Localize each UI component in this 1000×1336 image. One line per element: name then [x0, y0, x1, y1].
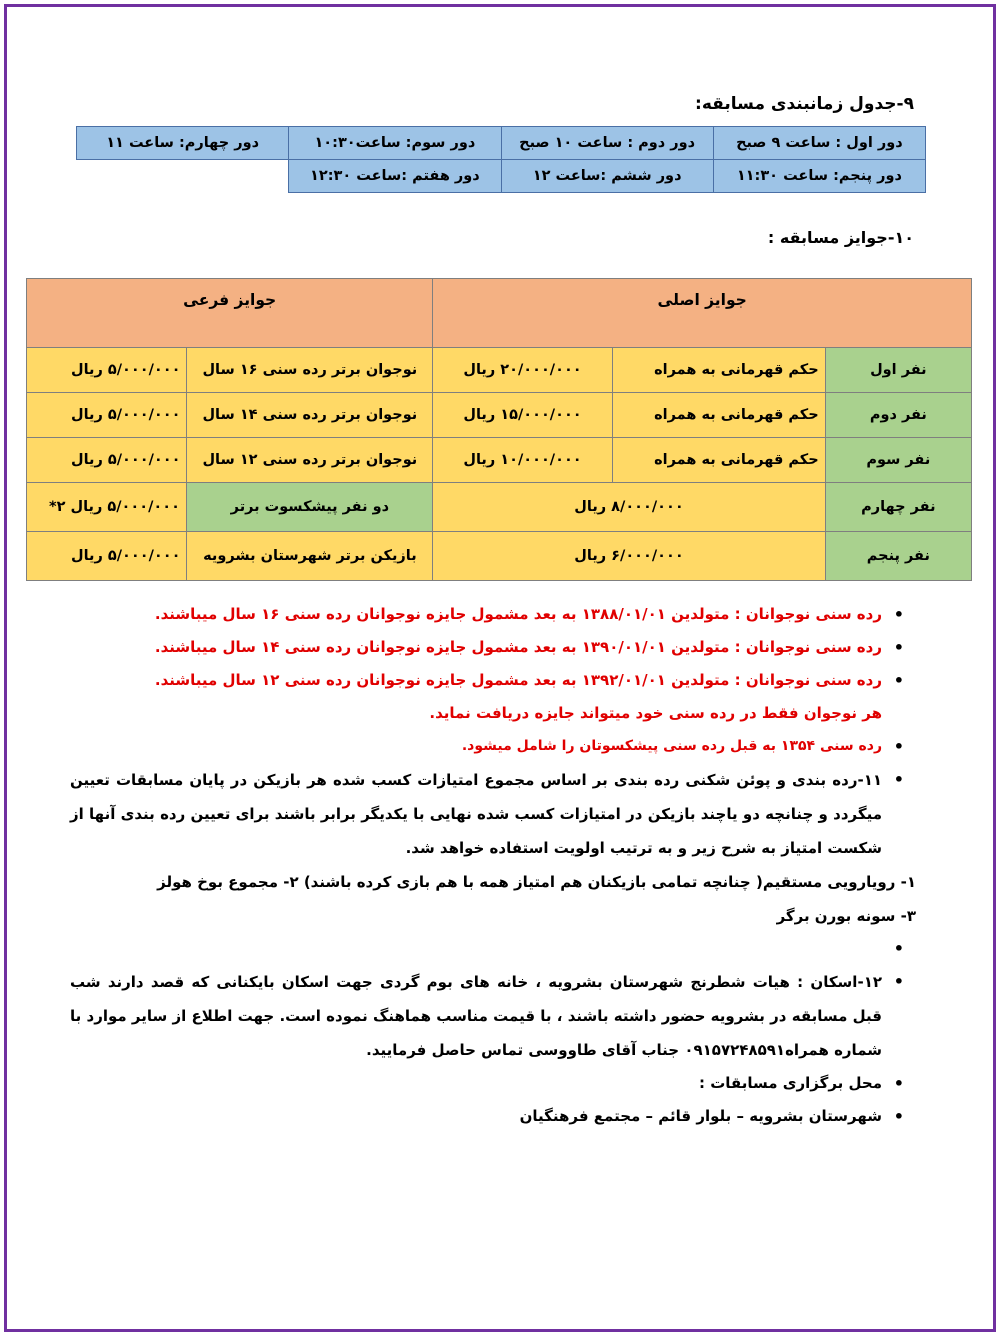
list-item: • شهرستان بشرویه – بلوار قائم – مجتمع فرهنگیان	[70, 1100, 882, 1133]
sub-prize-amount: ۵/۰۰۰/۰۰۰ ریال	[27, 348, 187, 393]
rank-cell: نفر پنجم	[825, 532, 971, 581]
tiebreak-line-3: ۳- سونه بورن برگر	[776, 907, 916, 925]
rank-cell: نفر سوم	[825, 438, 971, 483]
sub-prize-amount: ۵/۰۰۰/۰۰۰ ریال ۲*	[27, 483, 187, 532]
main-prize-label: حکم قهرمانی به همراه	[612, 393, 825, 438]
main-prize-amount: ۱۰/۰۰۰/۰۰۰ ریال	[433, 438, 612, 483]
sub-prizes-header: جوایز فرعی	[27, 279, 433, 348]
notes-list	[70, 598, 904, 865]
main-prize-amount: ۶/۰۰۰/۰۰۰ ریال	[433, 532, 825, 581]
sub-prize-label: نوجوان برتر رده سنی ۱۴ سال	[187, 393, 433, 438]
rank-cell: نفر چهارم	[825, 483, 971, 532]
main-prize-amount: ۸/۰۰۰/۰۰۰ ریال	[433, 483, 825, 532]
sub-prize-label: دو نفر پیشکسوت برتر	[187, 483, 433, 532]
list-item: • رده سنی نوجوانان : متولدین ۱۳۹۲/۰۱/۰۱ به بعد مشمول جایزه نوجوانان رده سنی ۱۲ سال میباشند.	[70, 664, 882, 697]
schedule-cell: دور اول : ساعت ۹ صبح	[713, 127, 925, 160]
schedule-cell: دور دوم : ساعت ۱۰ صبح	[501, 127, 713, 160]
schedule-empty-cell	[77, 160, 289, 193]
rank-cell: نفر اول	[825, 348, 971, 393]
notes-list-2	[70, 932, 904, 1133]
list-item: • رده سنی ۱۳۵۴ به قبل رده سنی پیشکسوتان را شامل میشود.	[70, 730, 882, 763]
list-item: • رده سنی نوجوانان : متولدین ۱۳۹۰/۰۱/۰۱ به بعد مشمول جایزه نوجوانان رده سنی ۱۴ سال میباشند.	[70, 631, 882, 664]
sub-prize-label: نوجوان برتر رده سنی ۱۶ سال	[187, 348, 433, 393]
schedule-cell: دور ششم :ساعت ۱۲	[501, 160, 713, 193]
table-row	[27, 438, 972, 483]
tiebreak-line-1: ۱- رویارویی مستقیم( چنانچه تمامی بازیکنان هم امتیاز همه با هم بازی کرده باشند) ۲- مجموع بوخ هولز	[157, 873, 916, 891]
table-row	[27, 532, 972, 581]
schedule-cell: دور پنجم: ساعت ۱۱:۳۰	[713, 160, 925, 193]
sub-prize-amount: ۵/۰۰۰/۰۰۰ ریال	[27, 532, 187, 581]
schedule-cell: دور سوم: ساعت۱۰:۳۰	[289, 127, 501, 160]
main-prizes-header: جوایز اصلی	[433, 279, 972, 348]
table-row	[27, 348, 972, 393]
schedule-cell: دور چهارم: ساعت ۱۱	[77, 127, 289, 160]
main-prize-label: حکم قهرمانی به همراه	[612, 348, 825, 393]
prizes-header-row	[27, 279, 972, 348]
schedule-table	[76, 126, 926, 193]
list-item: • ۱۲-اسکان : هیات شطرنج شهرستان بشرویه ، خانه های بوم گردی جهت اسکان بایکنانی که قصد دارند شب قبل مسابقه در بشرویه حضور داشته باشند ، با قیمت مناسب هماهنگ نموده است. جهت اطلاع از سایر موارد با شماره همراه۰۹۱۵۷۲۴۸۵۹۱ جناب آقای طاووسی تماس حاصل فرمایید.	[70, 965, 882, 1067]
sub-prize-amount: ۵/۰۰۰/۰۰۰ ریال	[27, 438, 187, 483]
schedule-row	[77, 160, 926, 193]
table-row	[27, 483, 972, 532]
prizes-heading: ۱۰-جوایز مسابقه :	[767, 228, 914, 247]
prizes-table	[26, 278, 972, 581]
main-prize-label: حکم قهرمانی به همراه	[612, 438, 825, 483]
schedule-row	[77, 127, 926, 160]
list-item: هر نوجوان فقط در رده سنی خود میتواند جایزه دریافت نماید.	[429, 704, 882, 722]
main-prize-amount: ۲۰/۰۰۰/۰۰۰ ریال	[433, 348, 612, 393]
list-item: • ۱۱-رده بندی و پوئن شکنی رده بندی بر اساس مجموع امتیازات کسب شده هر بازیکن در پایان مسابقات تعیین میگردد و چنانچه دو یاچند بازیکن در امتیازات کسب شده نهایی با یکدیگر برابر باشند برای تعیین رده بندی آنها از شکست امتیاز به شرح زیر و به ترتیب اولویت استفاده خواهد شد.	[70, 763, 882, 865]
sub-prize-label: بازیکن برتر شهرستان بشرویه	[187, 532, 433, 581]
sub-prize-label: نوجوان برتر رده سنی ۱۲ سال	[187, 438, 433, 483]
main-prize-amount: ۱۵/۰۰۰/۰۰۰ ریال	[433, 393, 612, 438]
table-row	[27, 393, 972, 438]
list-item: • محل برگزاری مسابقات :	[70, 1067, 882, 1100]
rank-cell: نفر دوم	[825, 393, 971, 438]
schedule-cell: دور هفتم :ساعت ۱۲:۳۰	[289, 160, 501, 193]
sub-prize-amount: ۵/۰۰۰/۰۰۰ ریال	[27, 393, 187, 438]
list-item: • رده سنی نوجوانان : متولدین ۱۳۸۸/۰۱/۰۱ به بعد مشمول جایزه نوجوانان رده سنی ۱۶ سال میباشند.	[70, 598, 882, 631]
schedule-heading: ۹-جدول زمانبندی مسابقه:	[695, 94, 914, 114]
list-item	[70, 932, 882, 965]
